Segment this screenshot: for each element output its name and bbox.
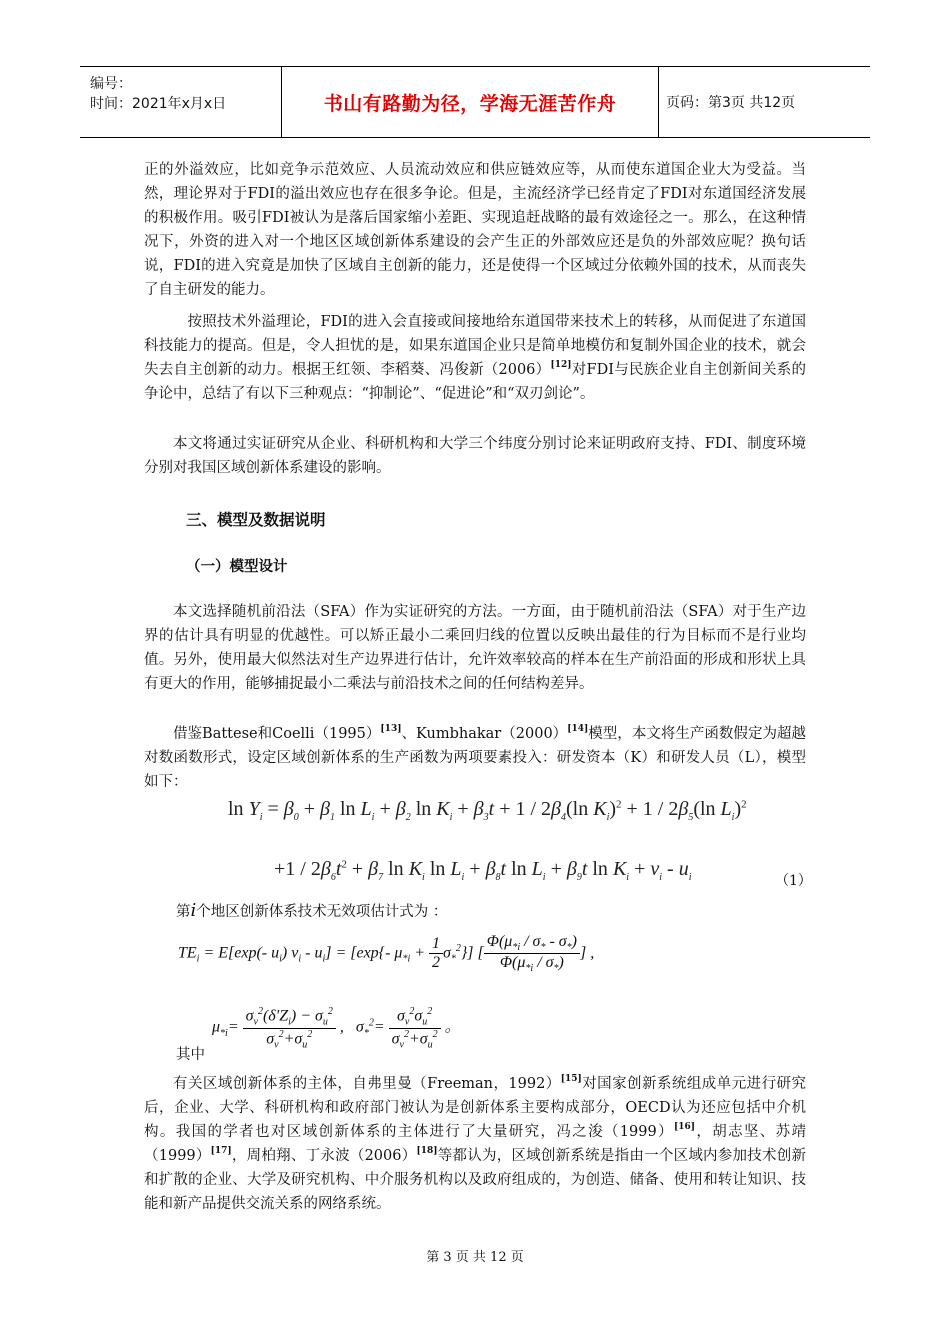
paragraph-5-text-c: 模型，本文将生产函数假定为超越对数函数形式，设定区域创新体系的生产函数为两项要素投入：研发资本（K）和研发人员（L），模型如下： xyxy=(144,726,806,790)
paragraph-6-text-c: ，胡志坚、苏靖（1999） xyxy=(144,1124,807,1164)
paragraph-4: 本文选择随机前沿法（SFA）作为实证研究的方法。一方面，由于随机前沿法（SFA）对于生产边界的估计具有明显的优越性。可以矫正最小二乘回归线的位置以反映出最佳的行为目标而不是行业均值。另外，使用最大似然法对生产边界进行估计，允许效率较高的样本在生产前沿面的形成和形状上具有更大的作用，能够捕捉最小二乘法与前沿技术之间的任何结构差异。 xyxy=(144,604,806,692)
page-footer: 第 3 页 共 12 页 xyxy=(426,1250,524,1265)
paragraph-3: 本文将通过实证研究从企业、科研机构和大学三个纬度分别讨论来证明政府支持、FDI、制度环境分别对我国区域创新体系建设的影响。 xyxy=(144,436,806,476)
paragraph-2-text-b: 对FDI与民族企业自主创新间关系的争论中，总结了有以下三种观点：“抑制论”、“促进论”和“双刃剑论”。 xyxy=(144,362,806,402)
citation-13: [13] xyxy=(380,724,402,734)
equation-1-line-1: $\ln Y_i = \beta_0 + \beta_1$ $\ln L_i + \beta_2$ $\ln K_i + \beta_3t + 1 / 2\beta_4(\ln$ $K_i)^2 + 1 / 2\beta_5(\ln$ $L_i)^2$ xyxy=(228,798,747,823)
paragraph-2-text-a: 按照技术外溢理论，FDI的进入会直接或间接地给东道国带来技术上的转移，从而促进了东道国科技能力的提高。但是，令人担忧的是，如果东道国企业只是简单地模仿和复制外国企业的技术，就会失去自主创新的动力。根据王红领、李稻葵、冯俊新（2006） xyxy=(144,314,806,378)
header-meta xyxy=(80,67,280,137)
equation-mu-sigma: $\mu_{*i}=$ $\frac{\sigma_v^2(\delta'Z_i) - \sigma_u^2}{\sigma_v^2+\sigma_u^2}$ , $\sigma_*^2=$ $\frac{\sigma_v^2\sigma_u^2}{\sigma_v^2+\sigma_u^2}$ 。 xyxy=(212,1006,461,1051)
header-page-info: 页码：第3页 共12页 xyxy=(666,95,796,111)
citation-15: [15] xyxy=(560,1074,582,1084)
header-motto: 书山有路勤为径，学海无涯苦作舟 xyxy=(323,92,617,115)
paragraph-5-text-b: 、Kumbhakar（2000） xyxy=(401,726,568,742)
te-intro-text-b: 个地区创新体系技术无效项估计式为 ： xyxy=(196,904,448,920)
paragraph-6-text-e: 等都认为，区域创新系统是指由一个区域内参加技术创新和扩散的企业、大学及研究机构、中介服务机构以及政府组成的，为创造、储备、使用和转让知识、技能和新产品提供交流关系的网络系统。 xyxy=(144,1148,806,1212)
equation-number: （1） xyxy=(775,873,812,889)
paragraph-1: 正的外溢效应，比如竞争示范效应、人员流动效应和供应链效应等，从而使东道国企业大为受益。当然，理论界对于FDI的溢出效应也存在很多争论。但是，主流经济学已经肯定了FDI对东道国经济发展的积极作用。吸引FDI被认为是落后国家缩小差距、实现追赶战略的最有效途径之一。那么，在这种情况下，外资的进入对一个地区区域创新体系建设的会产生正的外部效应还是负的外部效应呢？换句话说，FDI的进入究竟是加快了区域自主创新的能力，还是使得一个区域过分依赖外国的技术，从而丧失了自主研发的能力。 xyxy=(144,162,806,298)
paragraph-6-text-d: ，周柏翔、丁永波（2006） xyxy=(231,1148,417,1164)
te-intro xyxy=(176,900,447,921)
subsection-title: （一）模型设计 xyxy=(186,559,288,575)
citation-17: [17] xyxy=(210,1146,232,1156)
section-title: 三、模型及数据说明 xyxy=(186,511,326,529)
citation-16: [16] xyxy=(673,1122,695,1132)
paragraph-5-text-a: 借鉴Battese和Coelli（1995） xyxy=(173,726,381,742)
paragraph-6 xyxy=(144,1072,806,1216)
paragraph-6-text-a: 有关区域创新体系的主体，自弗里曼（Freeman，1992） xyxy=(173,1076,561,1092)
equation-te: $TE_i = E[\exp(-$ $u_i$) $v_i - u_i] = [\exp\{-$ $\mu_{*i}$ + $\frac{1}{2}$ $\sigma_*^2$}] [ $\frac{\Phi(\mu_{*i} / \sigma_* - \sigma_*)}{\Phi(\mu_{*i} / \sigma_*)}$ ] , xyxy=(178,933,595,975)
te-intro-text-a: 第 xyxy=(176,904,191,920)
te-intro-variable: i xyxy=(190,900,197,921)
citation-18: [18] xyxy=(416,1146,438,1156)
equation-1-line-2: $+1 / 2\beta_6t^2 + \beta_7$ $\ln K_i$ $\ln L_i + \beta_8t$ $\ln L_i + \beta_9t$ $\ln K_i + v_i - u_i$ xyxy=(274,858,692,883)
header-number: 编号： xyxy=(90,76,132,92)
paragraph-2 xyxy=(144,310,806,406)
header-time: 时间：2021年x月x日 xyxy=(90,96,227,112)
citation-14: [14] xyxy=(567,724,589,734)
where-label: 其中 xyxy=(176,1047,205,1063)
paragraph-6-text-b: 对国家创新系统组成单元进行研究后，企业、大学、科研机构和政府部门被认为是创新体系主要构成部分，OECD认为还应包括中介机构。我国的学者也对区域创新体系的主体进行了大量研究，冯之浚（1999） xyxy=(144,1076,806,1140)
header-divider xyxy=(658,67,659,137)
paragraph-5 xyxy=(144,722,806,794)
page-header xyxy=(80,66,870,138)
citation-12: [12] xyxy=(550,360,572,370)
